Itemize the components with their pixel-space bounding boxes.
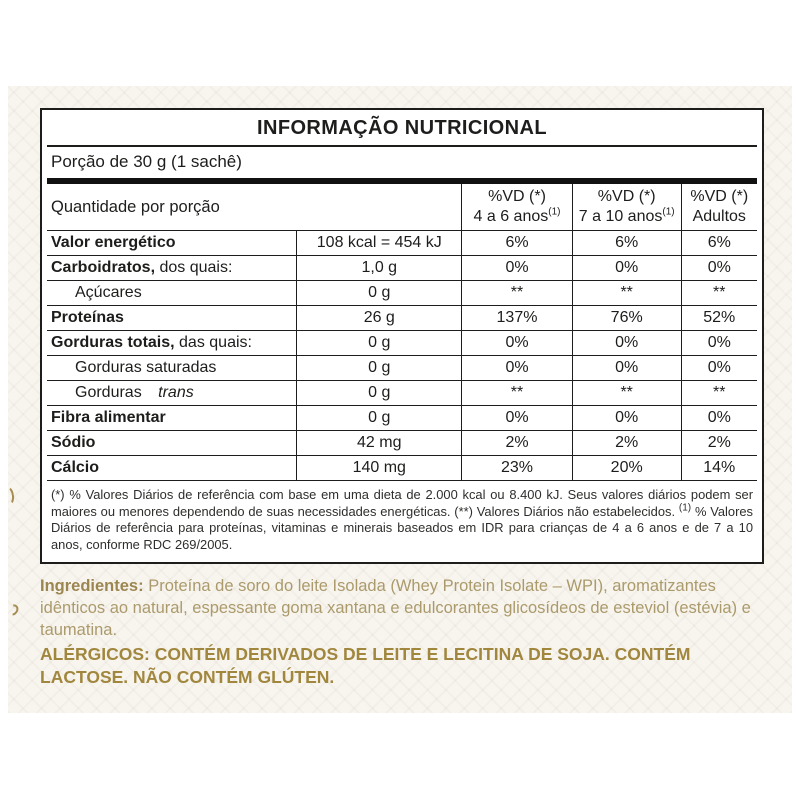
table-row-gorduras-trans: [47, 381, 757, 406]
serving-size: Porção de 30 g (1 sachê): [51, 152, 242, 171]
table-header-row: [47, 184, 757, 231]
column-header-vd-4-6: [462, 184, 573, 231]
vd-4-6-value: 23%: [462, 456, 573, 481]
ingredients-paragraph: [40, 575, 752, 641]
nutrient-value: 0 g: [297, 281, 462, 306]
vd-7-10-value: 20%: [572, 456, 681, 481]
vd-adults-value: 2%: [681, 431, 757, 456]
nutrient-value: 0 g: [297, 331, 462, 356]
footnote-marker: (1): [548, 206, 561, 218]
vd-4-6-value: 0%: [462, 331, 573, 356]
vd-7-10-value: 0%: [572, 256, 681, 281]
nutrient-value: 42 mg: [297, 431, 462, 456]
nutrition-table-title: INFORMAÇÃO NUTRICIONAL: [47, 110, 757, 147]
adults-label: Adultos: [692, 208, 746, 225]
vd-7-10-value: 6%: [572, 231, 681, 256]
nutrient-label: Gorduras trans: [47, 381, 297, 406]
footnote-marker: (1): [678, 502, 692, 514]
vd-adults-value: **: [681, 381, 757, 406]
column-header-vd-adults: [681, 184, 757, 231]
vd-7-10-value: 76%: [572, 306, 681, 331]
footnote-text: (*) % Valores Diários de referência com base em uma dieta de 2.000 kcal ou 8.400 kJ. Seus valores diários podem ser maiores ou menores dependendo de suas necessidades energéticas. (**) Valores Diários não estabelecidos.: [51, 487, 753, 519]
table-row-carboidratos: [47, 256, 757, 281]
vd-adults-value: 0%: [681, 406, 757, 431]
vd-4-6-value: 0%: [462, 356, 573, 381]
vd-adults-value: 6%: [681, 231, 757, 256]
table-row-gorduras-saturadas: [47, 356, 757, 381]
vd-7-10-value: 0%: [572, 406, 681, 431]
nutrition-table: [47, 184, 757, 481]
age-range-label: 4 a 6 anos: [473, 208, 549, 225]
vd-7-10-value: **: [572, 381, 681, 406]
nutrient-label: Gorduras totais, das quais:: [47, 331, 297, 356]
vd-4-6-value: 0%: [462, 406, 573, 431]
table-row-calcio: [47, 456, 757, 481]
table-row-fibra: [47, 406, 757, 431]
ingredients-label: Ingredientes:: [40, 577, 144, 595]
vd-adults-value: 0%: [681, 331, 757, 356]
table-row-sodio: [47, 431, 757, 456]
vd-4-6-value: **: [462, 281, 573, 306]
column-header-quantity: Quantidade por porção: [47, 184, 462, 231]
nutrient-label: Gorduras saturadas: [47, 356, 297, 381]
footnote-marker: (1): [662, 206, 675, 218]
nutrient-value: 0 g: [297, 381, 462, 406]
nutrient-value: 26 g: [297, 306, 462, 331]
vd-adults-value: 52%: [681, 306, 757, 331]
nutrient-label: Sódio: [47, 431, 297, 456]
daily-values-footnote: [47, 481, 757, 562]
vd-label: %VD (*): [690, 188, 749, 205]
age-range-label: 7 a 10 anos: [578, 208, 663, 225]
vd-adults-value: 0%: [681, 356, 757, 381]
nutrient-label: Cálcio: [47, 456, 297, 481]
vd-adults-value: **: [681, 281, 757, 306]
nutrient-value: 0 g: [297, 406, 462, 431]
nutrient-label: Açúcares: [47, 281, 297, 306]
table-row-proteinas: [47, 306, 757, 331]
vd-label: %VD (*): [488, 188, 546, 205]
nutrient-label: Fibra alimentar: [47, 406, 297, 431]
nutrient-value: 140 mg: [297, 456, 462, 481]
nutrition-facts-box: [40, 108, 764, 564]
vd-7-10-value: 2%: [572, 431, 681, 456]
vd-label: %VD (*): [597, 188, 656, 205]
vd-4-6-value: 6%: [462, 231, 573, 256]
table-row-acucares: [47, 281, 757, 306]
nutrient-value: 1,0 g: [297, 256, 462, 281]
vd-7-10-value: **: [572, 281, 681, 306]
vd-7-10-value: 0%: [572, 356, 681, 381]
nutrient-label: Proteínas: [47, 306, 297, 331]
vd-4-6-value: 0%: [462, 256, 573, 281]
table-row-energia: [47, 231, 757, 256]
footnote-text: % Valores Diários de referência para proteínas, vitaminas e minerais baseados em IDR para crianças de 4 a 6 anos e de 7 a 10 anos, conforme RDC 269/2005.: [51, 503, 753, 552]
vd-4-6-value: **: [462, 381, 573, 406]
table-row-gorduras-totais: [47, 331, 757, 356]
vd-adults-value: 14%: [681, 456, 757, 481]
nutrient-value: 108 kcal = 454 kJ: [297, 231, 462, 256]
column-header-vd-7-10: [572, 184, 681, 231]
vd-4-6-value: 2%: [462, 431, 573, 456]
ingredients-text: Proteína de soro do leite Isolada (Whey Protein Isolate – WPI), aromatizantes idênticos ao natural, espessante goma xantana e edulcorantes glicosídeos de esteviol (estévia) e taumatina.: [40, 577, 751, 639]
nutrient-label: Valor energético: [47, 231, 297, 256]
nutrient-value: 0 g: [297, 356, 462, 381]
vd-4-6-value: 137%: [462, 306, 573, 331]
allergens-statement: ALÉRGICOS: CONTÉM DERIVADOS DE LEITE E LECITINA DE SOJA. CONTÉM LACTOSE. NÃO CONTÉM GLÚTEN.: [40, 644, 691, 687]
vd-adults-value: 0%: [681, 256, 757, 281]
vd-7-10-value: 0%: [572, 331, 681, 356]
nutrient-label: Carboidratos, dos quais:: [47, 256, 297, 281]
